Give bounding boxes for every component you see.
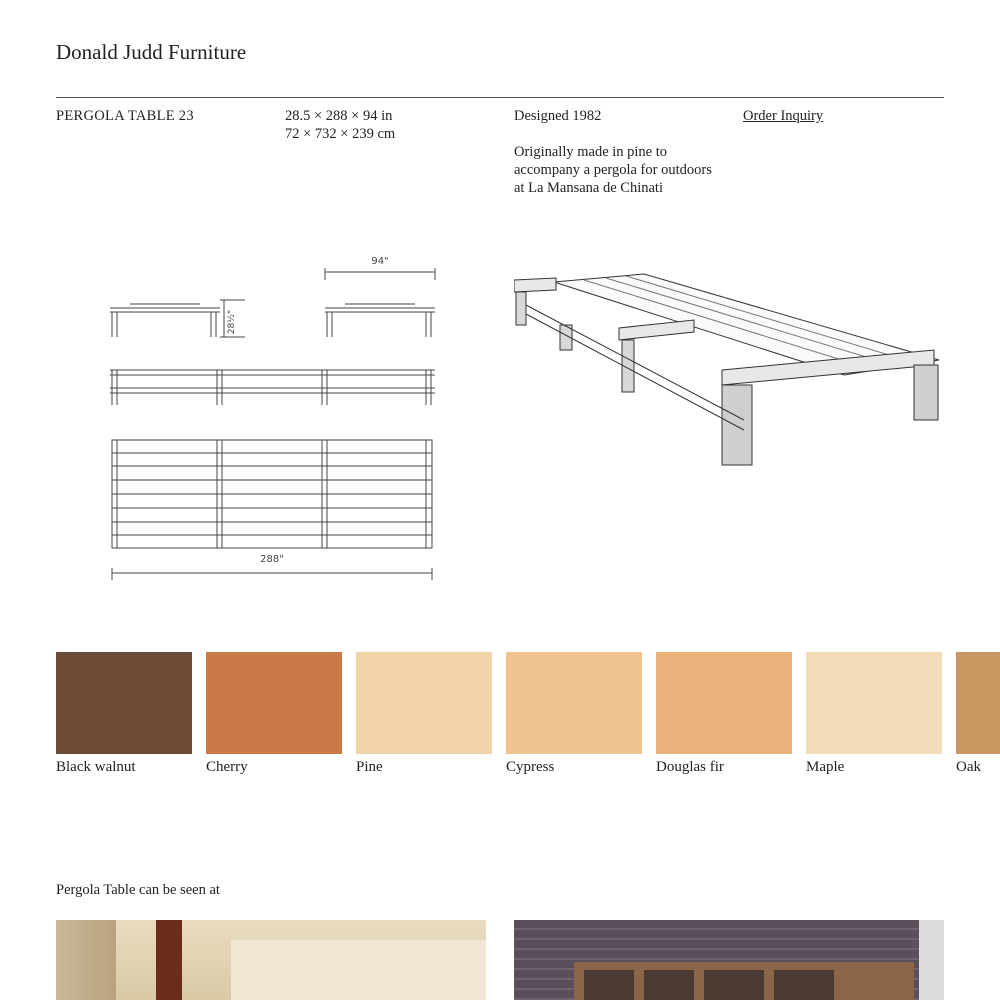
swatch-maple[interactable] [806,652,942,754]
dimensions-inches: 28.5 × 288 × 94 in [285,108,393,124]
swatch-douglas-fir[interactable] [656,652,792,754]
perspective-drawing [514,270,944,470]
location-photo-shelving[interactable] [514,920,944,1000]
width-dimension-label: 94" [371,256,389,267]
site-title[interactable]: Donald Judd Furniture [56,40,247,64]
location-photo-interior[interactable] [56,920,486,1000]
swatch-cherry[interactable] [206,652,342,754]
swatch-cypress[interactable] [506,652,642,754]
swatch-label-black-walnut[interactable]: Black walnut [56,759,136,775]
height-dimension-label: 28½" [227,309,237,335]
swatch-label-cherry[interactable]: Cherry [206,759,248,775]
product-dimensions [285,107,395,143]
swatch-black-walnut[interactable] [56,652,192,754]
swatch-pine[interactable] [356,652,492,754]
length-dimension-label: 288" [260,554,284,565]
swatch-oak[interactable] [956,652,1000,754]
swatch-label-pine[interactable]: Pine [356,759,383,775]
swatch-label-douglas-fir[interactable]: Douglas fir [656,759,724,775]
product-name: PERGOLA TABLE 23 [56,108,194,124]
technical-drawing [100,240,445,590]
swatch-label-cypress[interactable]: Cypress [506,759,555,775]
swatch-label-oak[interactable]: Oak [956,759,981,775]
designed-year: Designed 1982 [514,108,602,124]
swatch-label-maple[interactable]: Maple [806,759,845,775]
product-description: Originally made in pine to accompany a pergola for outdoors at La Mansana de Chinati [514,144,712,196]
seen-at-heading: Pergola Table can be seen at [56,882,220,898]
order-inquiry-link[interactable]: Order Inquiry [743,108,824,124]
header-divider [56,97,944,98]
dimensions-centimeters: 72 × 732 × 239 cm [285,126,396,142]
